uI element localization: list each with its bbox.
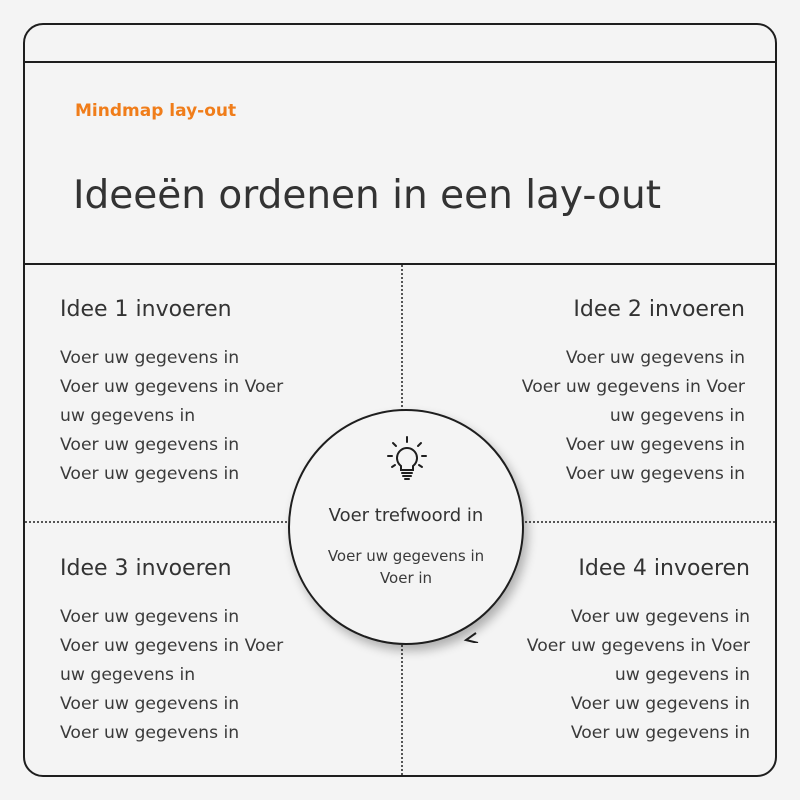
center-keyword: Voer trefwoord in xyxy=(328,505,484,526)
idea-1-block xyxy=(60,297,320,489)
center-text xyxy=(300,545,512,589)
idea-1-line: Voer uw gegevens in Voer xyxy=(60,377,284,397)
center-line: Voer in xyxy=(379,569,433,587)
idea-2-line: Voer uw gegevens in Voer xyxy=(521,377,745,397)
idea-2-title: Idee 2 invoeren xyxy=(573,297,745,322)
idea-4-line: uw gegevens in xyxy=(614,665,750,685)
idea-4-text xyxy=(490,603,750,748)
idea-2-line: Voer uw gegevens in xyxy=(565,464,745,484)
idea-3-line: Voer uw gegevens in xyxy=(60,694,240,714)
center-line: Voer uw gegevens in xyxy=(327,547,485,565)
idea-3-line: Voer uw gegevens in xyxy=(60,607,240,627)
center-keyword-circle xyxy=(288,409,524,645)
idea-2-line: Voer uw gegevens in xyxy=(565,435,745,455)
page-title: Ideeën ordenen in een lay-out xyxy=(73,173,661,218)
idea-2-line: uw gegevens in xyxy=(609,406,745,426)
header-top-divider xyxy=(25,61,775,63)
idea-3-line: Voer uw gegevens in Voer xyxy=(60,636,284,656)
mindmap-card xyxy=(23,23,777,777)
idea-4-block xyxy=(490,556,750,748)
idea-1-text xyxy=(60,344,320,489)
idea-1-line: uw gegevens in xyxy=(60,406,196,426)
idea-1-line: Voer uw gegevens in xyxy=(60,464,240,484)
idea-3-line: Voer uw gegevens in xyxy=(60,723,240,743)
idea-3-title: Idee 3 invoeren xyxy=(60,556,232,581)
header-bottom-divider xyxy=(25,263,775,265)
idea-1-line: Voer uw gegevens in xyxy=(60,348,240,368)
idea-2-block xyxy=(485,297,745,489)
idea-1-line: Voer uw gegevens in xyxy=(60,435,240,455)
idea-1-title: Idee 1 invoeren xyxy=(60,297,232,322)
idea-4-line: Voer uw gegevens in xyxy=(570,723,750,743)
idea-2-text xyxy=(485,344,745,489)
idea-4-line: Voer uw gegevens in xyxy=(570,694,750,714)
idea-3-line: uw gegevens in xyxy=(60,665,196,685)
idea-4-title: Idee 4 invoeren xyxy=(578,556,750,581)
idea-4-line: Voer uw gegevens in Voer xyxy=(526,636,750,656)
idea-3-block xyxy=(60,556,320,748)
idea-2-line: Voer uw gegevens in xyxy=(565,348,745,368)
subtitle: Mindmap lay-out xyxy=(75,101,237,121)
lightbulb-icon xyxy=(386,435,428,485)
idea-3-text xyxy=(60,603,320,748)
idea-4-line: Voer uw gegevens in xyxy=(570,607,750,627)
